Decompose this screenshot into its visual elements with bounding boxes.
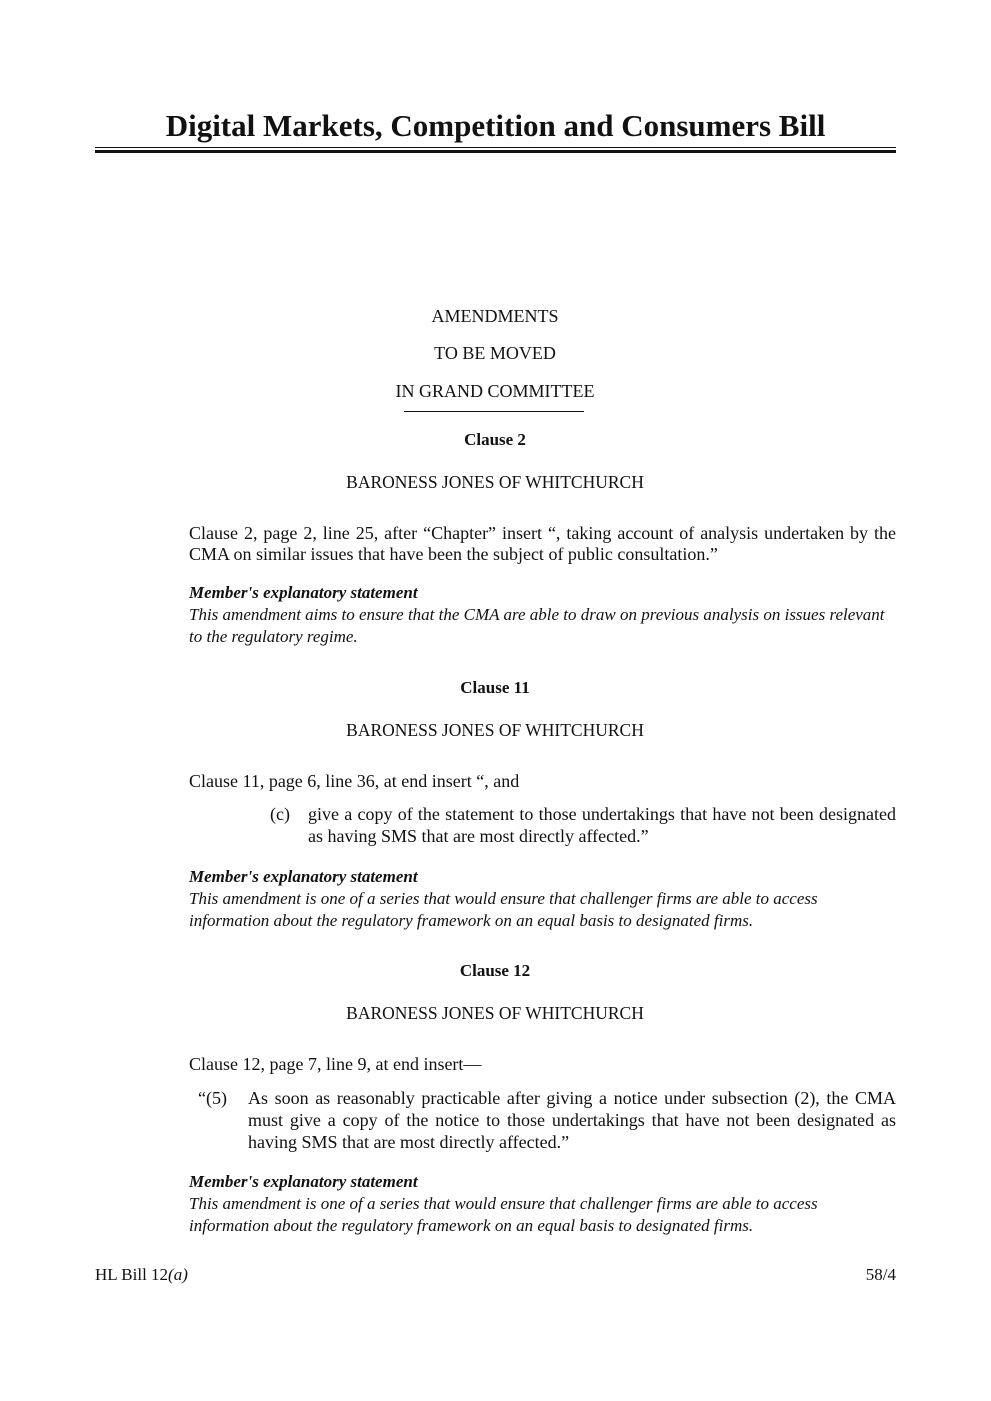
heading-line-1: AMENDMENTS <box>431 306 559 326</box>
statement-label: Member's explanatory statement <box>189 583 418 602</box>
clause-heading: Clause 12 <box>459 961 531 980</box>
amendment-text: Clause 12, page 7, line 9, at end insert— <box>189 1054 482 1074</box>
paragraph-text: As soon as reasonably practicable after giving a notice under subsection (2), the CMA must give a copy of the notice to those undertakings that have not been designated as having SMS that are most directly affected.” <box>248 1088 896 1152</box>
heading-line-2: TO BE MOVED <box>434 343 556 363</box>
bill-title: Digital Markets, Competition and Consumers Bill <box>165 108 826 143</box>
bill-number-text: HL Bill 12 <box>95 1265 169 1284</box>
amendment-text: Clause 11, page 6, line 36, at end insert “, and <box>189 771 520 791</box>
clause-heading: Clause 2 <box>464 430 526 449</box>
heading-rule <box>404 411 584 412</box>
amendment-text: Clause 2, page 2, line 25, after “Chapter” insert “, taking account of analysis undertaken by the CMA on similar issues that have been the subject of public consultation.” <box>189 523 896 564</box>
page-reference: 58/4 <box>865 1265 896 1284</box>
explanatory-statement: This amendment is one of a series that would ensure that challenger firms are able to access information about the regulatory framework on an equal basis to designated firms. <box>189 1194 818 1235</box>
title-rule-thick <box>95 150 896 153</box>
statement-label: Member's explanatory statement <box>189 1172 418 1191</box>
explanatory-statement: This amendment is one of a series that would ensure that challenger firms are able to access information about the regulatory framework on an equal basis to designated firms. <box>189 889 818 930</box>
bill-number-suffix: (a) <box>168 1265 188 1284</box>
statement-label: Member's explanatory statement <box>189 867 418 886</box>
member-name: BARONESS JONES OF WHITCHURCH <box>346 1003 644 1023</box>
paragraph-number: “(5) <box>198 1088 227 1108</box>
explanatory-statement: This amendment aims to ensure that the CMA are able to draw on previous analysis on issues relevant to the regulatory regime. <box>189 605 885 646</box>
paragraph-number: (c) <box>270 804 290 824</box>
paragraph-text: give a copy of the statement to those undertakings that have not been designated as having SMS that are most directly affected.” <box>308 804 896 846</box>
member-name: BARONESS JONES OF WHITCHURCH <box>346 720 644 740</box>
bill-number <box>95 1265 188 1285</box>
clause-heading: Clause 11 <box>460 678 530 697</box>
title-rule-thin <box>95 147 896 148</box>
member-name: BARONESS JONES OF WHITCHURCH <box>346 472 644 492</box>
heading-line-3: IN GRAND COMMITTEE <box>395 381 595 401</box>
